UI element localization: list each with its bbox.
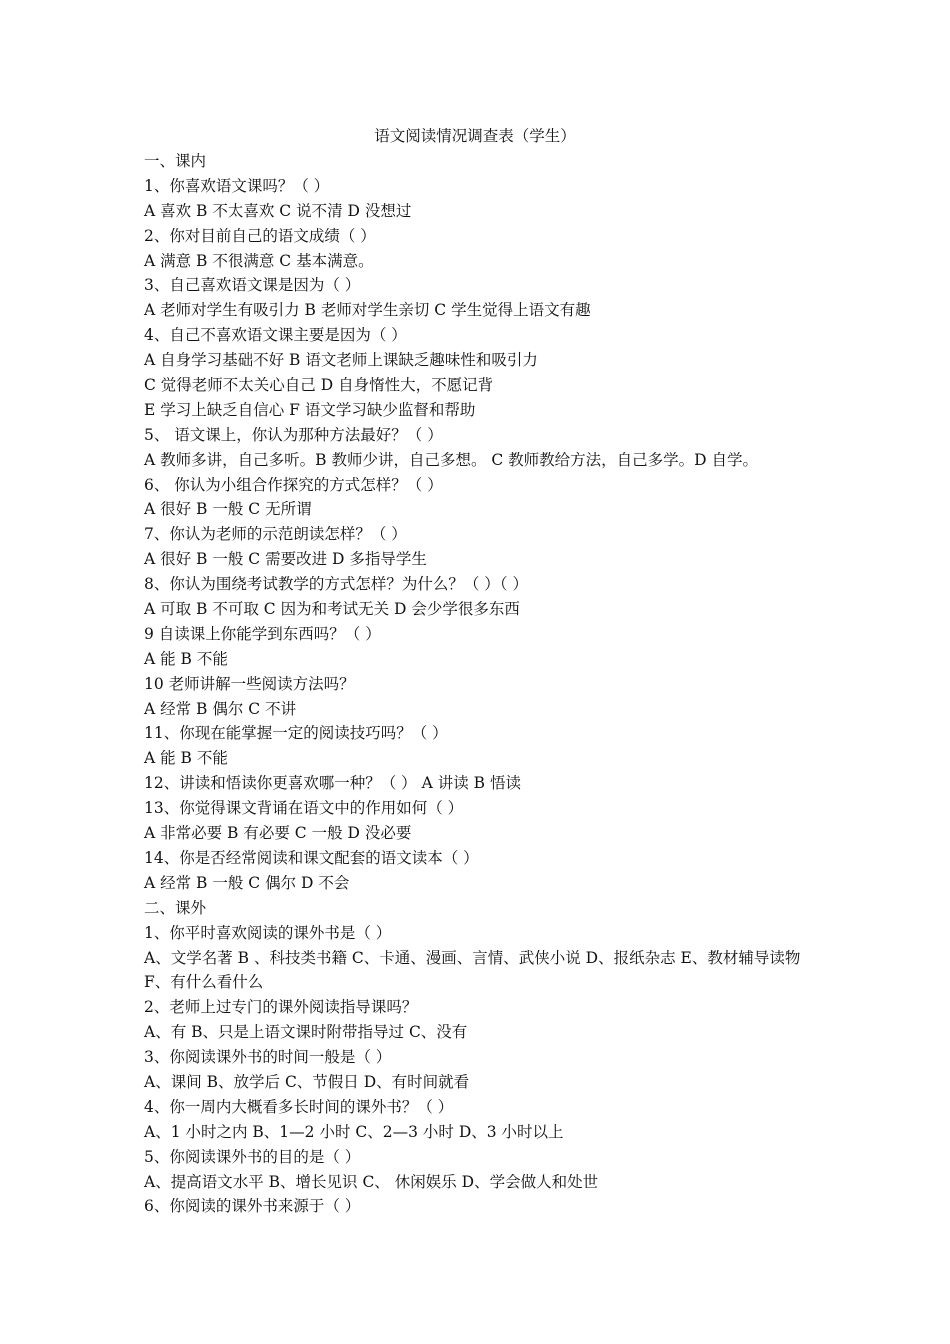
document-line: 2、老师上过专门的课外阅读指导课吗？ <box>144 998 418 1017</box>
document-line: 5、你阅读课外书的目的是（ ） <box>144 1147 361 1166</box>
document-line: A 教师多讲，自己多听。B 教师少讲，自己多想。 C 教师教给方法，自己多学。D 自学。 <box>144 450 759 469</box>
document-line: 4、自己不喜欢语文课主要是因为（ ） <box>144 326 407 345</box>
document-line: 10 老师讲解一些阅读方法吗？ <box>144 674 355 693</box>
document-line: 12、讲读和悟读你更喜欢哪一种？（ ） A 讲读 B 悟读 <box>144 774 521 793</box>
document-line: C 觉得老师不太关心自己 D 自身惰性大，不愿记背 <box>144 376 494 395</box>
document-line: E 学习上缺乏自信心 F 语文学习缺少监督和帮助 <box>144 400 476 419</box>
document-line: 1、你喜欢语文课吗？（ ） <box>144 176 330 195</box>
document-line: A、1 小时之内 B、1—2 小时 C、2—3 小时 D、3 小时以上 <box>144 1122 564 1141</box>
document-body <box>144 149 934 1219</box>
document-line: A、有 B、只是上语文课时附带指导过 C、没有 <box>144 1023 468 1042</box>
document-line: 3、自己喜欢语文课是因为（ ） <box>144 276 361 295</box>
document-line: A、提高语文水平 B、增长见识 C、 休闲娱乐 D、学会做人和处世 <box>144 1172 599 1191</box>
document-line: 一、课内 <box>144 152 207 170</box>
document-line: A 经常 B 偶尔 C 不讲 <box>144 699 297 718</box>
document-line: A 可取 B 不可取 C 因为和考试无关 D 会少学很多东西 <box>144 600 520 619</box>
document-line: A 能 B 不能 <box>144 749 228 768</box>
document-line: 11、你现在能掌握一定的阅读技巧吗？（ ） <box>144 724 448 743</box>
document-line: A 很好 B 一般 C 无所谓 <box>144 500 312 519</box>
document-line: 二、课外 <box>144 898 207 917</box>
document-line: 9 自读课上你能学到东西吗？（ ） <box>144 624 381 643</box>
document-line: 6、你阅读的课外书来源于（ ） <box>144 1197 361 1216</box>
document-line: A 自身学习基础不好 B 语文老师上课缺乏趣味性和吸引力 <box>144 351 538 370</box>
document-line: 13、你觉得课文背诵在语文中的作用如何（ ） <box>144 799 464 818</box>
document-line: 5、 语文课上，你认为那种方法最好？（ ） <box>144 425 443 444</box>
document-line: 4、你一周内大概看多长时间的课外书？（ ） <box>144 1097 454 1116</box>
document-line: A 很好 B 一般 C 需要改进 D 多指导学生 <box>144 550 427 569</box>
document-line: 8、你认为围绕考试教学的方式怎样？为什么？（ ）（ ） <box>144 575 528 594</box>
document-line: F、有什么看什么 <box>144 973 264 992</box>
document-line: A 能 B 不能 <box>144 649 228 668</box>
document-title: 语文阅读情况调查表（学生） <box>374 127 576 145</box>
document-line: A、文学名著 B 、科技类书籍 C、卡通、漫画、言情、武侠小说 D、报纸杂志 E、教材辅导读物 <box>144 948 801 967</box>
document-line: 6、 你认为小组合作探究的方式怎样？（ ） <box>144 475 443 494</box>
document-line: A 喜欢 B 不太喜欢 C 说不清 D 没想过 <box>144 201 412 220</box>
document-line: A 满意 B 不很满意 C 基本满意。 <box>144 251 374 270</box>
document-line: A、课间 B、放学后 C、节假日 D、有时间就看 <box>144 1072 470 1091</box>
document-line: A 经常 B 一般 C 偶尔 D 不会 <box>144 873 350 892</box>
document-line: 2、你对目前自己的语文成绩（ ） <box>144 226 376 245</box>
document-line: 14、你是否经常阅读和课文配套的语文读本（ ） <box>144 848 479 867</box>
document-line: A 非常必要 B 有必要 C 一般 D 没必要 <box>144 824 412 843</box>
document-line: 1、你平时喜欢阅读的课外书是（ ） <box>144 923 392 942</box>
document-line: A 老师对学生有吸引力 B 老师对学生亲切 C 学生觉得上语文有趣 <box>144 301 591 320</box>
document-line: 7、你认为老师的示范朗读怎样？（ ） <box>144 525 407 544</box>
document-line: 3、你阅读课外书的时间一般是（ ） <box>144 1048 392 1067</box>
